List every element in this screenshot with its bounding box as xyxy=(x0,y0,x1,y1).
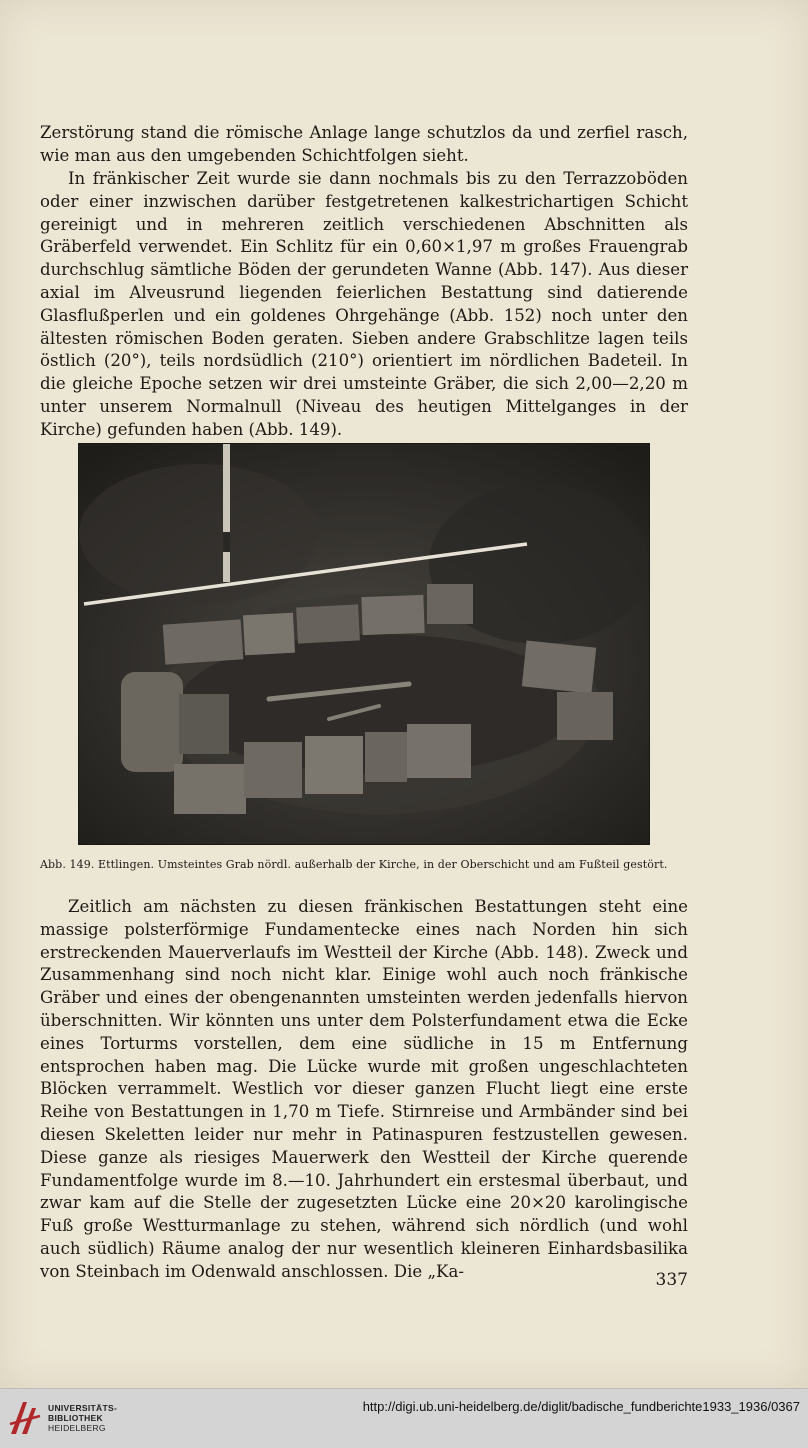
figure-photo xyxy=(78,443,650,845)
logo-line-3: HEIDELBERG xyxy=(48,1423,106,1433)
text-column-bottom xyxy=(40,896,688,1284)
grave-photograph xyxy=(79,444,649,844)
viewer-footer xyxy=(0,1388,808,1448)
logo-line-1: UNIVERSITÄTS- xyxy=(48,1403,118,1413)
paragraph-foundation: Zeitlich am nächsten zu diesen fränkischen Bestattungen steht eine massige polsterförmige Fundamentecke eines nach Norden hin sich erstreckenden Mauerverlaufs im Westteil der Kirche (Abb. 148). Zweck und Zusammenhang sind noch nicht klar. Einige wohl auch noch fränkische Gräber und eines der obengenannten umsteinten werden jedenfalls hiervon überschnitten. Wir könnten uns unter dem Polsterfundament etwa die Ecke eines Torturms vorstellen, dem eine südliche in 15 m Entfernung entsprochen haben mag. Die Lücke wurde mit großen ungeschlachteten Blöcken verrammelt. Westlich vor dieser ganzen Flucht liegt eine erste Reihe von Bestattungen in 1,70 m Tiefe. Stirnreise und Armbänder sind bei diesen Skeletten leider nur mehr in Patinaspuren festzustellen gewesen. Diese ganze als riesiges Mauerwerk den Westteil der Kirche querende Fundamentfolge wurde im 8.—10. Jahrhundert ein erstesmal überbaut, und zwar kam auf die Stelle der zugesetzten Lücke eine 20×20 karolingische Fuß große Westturmanlage zu stehen, während sich nördlich (und wohl auch südlich) Räume analog der nur wesentlich kleineren Einhardsbasilika von Steinbach im Odenwald anschlossen. Die „Ka- xyxy=(40,897,688,1281)
paragraph-frankish-period: In fränkischer Zeit wurde sie dann nochmals bis zu den Terrazzoböden oder einer inzwischen darüber festgetretenen kalkestrichartigen Schicht gereinigt und in mehreren zeitlich verschiedenen Abschnitten als Gräberfeld verwendet. Ein Schlitz für ein 0,60×1,97 m großes Frauengrab durchschlug sämtliche Böden der gerundeten Wanne (Abb. 147). Aus dieser axial im Alveusrund liegenden feierlichen Bestattung sind datierende Glasflußperlen und ein goldenes Ohrgehänge (Abb. 152) noch unter den ältesten römischen Boden geraten. Sieben andere Grabschlitze lagen teils östlich (20°), teils nordsüdlich (210°) orientiert im nördlichen Badeteil. In die gleiche Epoche setzen wir drei umsteinte Gräber, die sich 2,00—2,20 m unter unserem Normalnull (Niveau des heutigen Mittelganges in der Kirche) gefunden haben (Abb. 149). xyxy=(40,169,688,439)
logo-line-2: BIBLIOTHEK xyxy=(48,1413,103,1423)
figure-caption: Abb. 149. Ettlingen. Umsteintes Grab nördl. außerhalb der Kirche, in der Oberschicht und am Fußteil gestört. xyxy=(40,858,668,871)
library-logo-text[interactable] xyxy=(48,1403,117,1433)
text-column-middle xyxy=(40,168,688,442)
library-logo-icon[interactable] xyxy=(8,1398,42,1438)
permalink-url[interactable]: http://digi.ub.uni-heidelberg.de/diglit/badische_fundberichte1933_1936/0367 xyxy=(362,1399,800,1414)
text-column-top xyxy=(40,122,688,168)
paragraph-continuation: Zerstörung stand die römische Anlage lange schutzlos da und zerfiel rasch, wie man aus den umgebenden Schichtfolgen sieht. xyxy=(40,123,688,165)
page-number: 337 xyxy=(655,1270,688,1290)
